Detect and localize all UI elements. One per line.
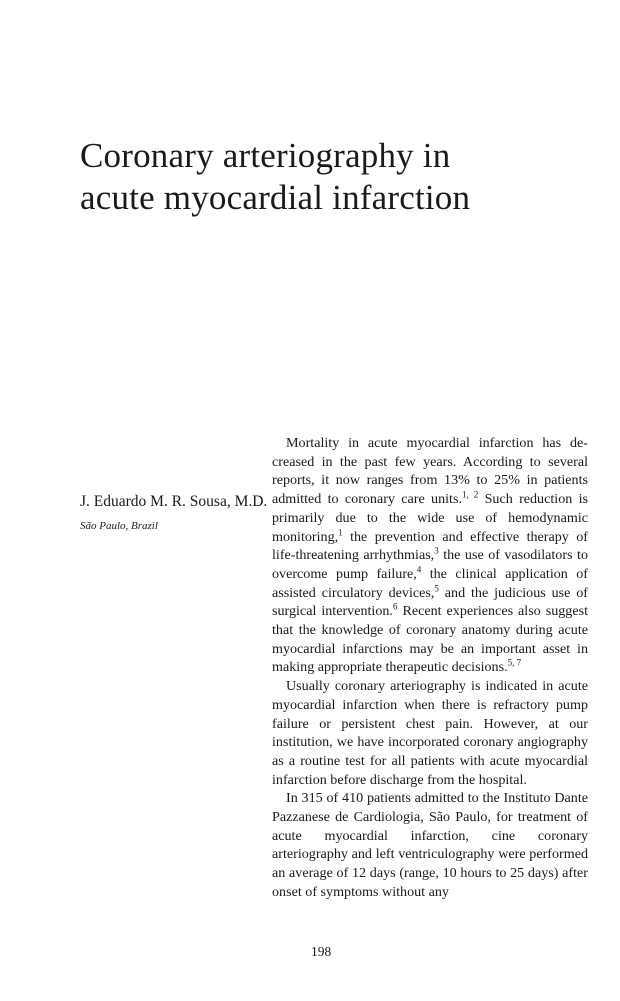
- author-name: J. Eduardo M. R. Sousa, M.D.: [80, 493, 268, 510]
- article-body: [272, 434, 588, 902]
- body-paragraph-1: [272, 434, 588, 677]
- body-text-segment: Such reduction is primarily due to the wide use of hemodynamic monitoring,: [272, 491, 588, 545]
- citation-ref: 1, 2: [461, 489, 479, 500]
- body-text-segment: Recent experiences also suggest that the knowledge of coronary anatomy during acute myocardial infarctions may be an important asset in making appropriate therapeutic decisions.: [272, 603, 588, 676]
- article-title: [80, 135, 580, 219]
- citation-ref: 5, 7: [507, 657, 522, 668]
- author-block: [80, 492, 280, 534]
- page-number: 198: [311, 944, 332, 959]
- body-text-segment: and the judicious use of surgical intervention.: [272, 584, 589, 620]
- citation-ref: 3: [434, 545, 439, 556]
- author-affiliation: São Paulo, Brazil: [80, 520, 158, 532]
- body-text-segment: the use of vasodilators to overcome pump failure,: [272, 547, 588, 582]
- citation-ref: 5: [434, 582, 439, 593]
- citation-ref: 6: [392, 601, 398, 612]
- citation-ref: 1: [338, 526, 343, 537]
- body-text-segment: Mortality in acute myocardial infarction has decreased in the past few years. According to several reports, it now ranges from 13% to 25% in patients admitted to coronary care units.: [272, 435, 588, 508]
- body-paragraph-2: Usually coronary arteriography is indicated in acute myocardial infarction when there is refractory pump failure or persistent chest pain. However, at our institution, we have incorporated coronary angiography as a routine test for all patients with acute myocardial infarction before discharge from the hospital.: [272, 678, 588, 788]
- body-text-segment: the prevention and effective therapy of life-threatening arrhythmias,: [272, 528, 588, 564]
- body-text-segment: the clinical application of assisted circulatory devices,: [272, 565, 588, 601]
- article-title-line-2: acute myocardial infarction: [80, 178, 471, 217]
- citation-ref: 4: [416, 564, 422, 575]
- article-title-line-1: Coronary arteriography in: [80, 136, 451, 175]
- body-paragraph-3: In 315 of 410 patients admitted to the Instituto Dante Pazzanese de Cardiologia, São Paulo, for treatment of acute myocardial infarction, cine coronary arteriography and left ventriculography were performed an average of 12 days (range, 10 hours to 25 days) after onset of symptoms without any: [272, 790, 588, 900]
